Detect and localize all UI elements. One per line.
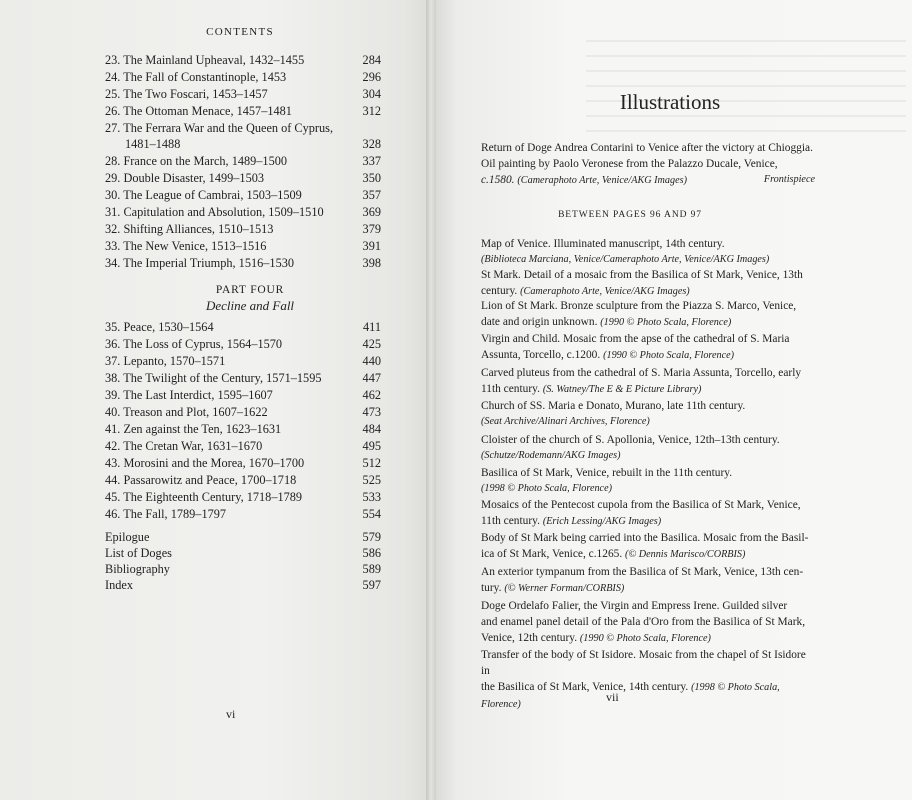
illustration-entry: Church of SS. Maria e Donato, Murano, late 11th century. (Seat Archive/Alinari Archives, Florence) — [481, 400, 746, 427]
toc-entry: 27. The Ferrara War and the Queen of Cyprus, — [105, 121, 334, 135]
illustration-entry: Cloister of the church of S. Apollonia, Venice, 12th–13th century. (Schutze/Rodemann/AKG Images) — [481, 434, 780, 461]
toc-entry: 46. The Fall, 1789–1797 554 — [105, 507, 381, 521]
book-gutter — [426, 0, 436, 800]
toc-entry: Bibliography 589 — [105, 562, 381, 576]
toc-entry: 35. Peace, 1530–1564 411 — [105, 320, 381, 334]
illustration-entry: Body of St Mark being carried into the Basilica. Mosaic from the Basil- ica of St Mark, Venice, c.1265. (© Dennis Marisco/CORBIS) — [481, 532, 809, 560]
illustration-entry: Carved pluteus from the cathedral of S. Maria Assunta, Torcello, early 11th century. (S. Watney/The E & E Picture Library) — [481, 367, 802, 395]
toc-entry: 45. The Eighteenth Century, 1718–1789 533 — [105, 490, 381, 504]
page-number-left: vi — [226, 707, 236, 721]
toc-entry: 33. The New Venice, 1513–1516 391 — [105, 239, 381, 253]
toc-entry-continued: 1481–1488 328 — [125, 137, 381, 151]
toc-entry: 36. The Loss of Cyprus, 1564–1570 425 — [105, 337, 381, 351]
toc-entry: 40. Treason and Plot, 1607–1622 473 — [105, 405, 381, 419]
toc-entry: 34. The Imperial Triumph, 1516–1530 398 — [105, 256, 381, 270]
illustration-entry: Lion of St Mark. Bronze sculpture from the Piazza S. Marco, Venice, date and origin unknown. (1990 © Photo Scala, Florence) — [481, 300, 797, 328]
toc-entry: 37. Lepanto, 1570–1571 440 — [105, 354, 381, 368]
toc-entry: 43. Morosini and the Morea, 1670–1700 512 — [105, 456, 381, 470]
toc-entry: 23. The Mainland Upheaval, 1432–1455 284 — [105, 53, 381, 67]
toc-entry: 24. The Fall of Constantinople, 1453 296 — [105, 70, 381, 84]
illustration-entry: Basilica of St Mark, Venice, rebuilt in the 11th century. (1998 © Photo Scala, Florence) — [481, 467, 733, 494]
toc-entry: 38. The Twilight of the Century, 1571–1595 447 — [105, 371, 381, 385]
illustrations-title: Illustrations — [619, 90, 721, 114]
part-label: PART FOUR — [215, 284, 285, 296]
toc-entry: 41. Zen against the Ten, 1623–1631 484 — [105, 422, 381, 436]
toc-entry: 39. The Last Interdict, 1595–1607 462 — [105, 388, 381, 402]
toc-entry: 44. Passarowitz and Peace, 1700–1718 525 — [105, 473, 381, 487]
toc-entry: 32. Shifting Alliances, 1510–1513 379 — [105, 222, 381, 236]
toc-entry: 25. The Two Foscari, 1453–1457 304 — [105, 87, 381, 101]
toc-entry: List of Doges 586 — [105, 546, 381, 560]
illustration-entry: Mosaics of the Pentecost cupola from the Basilica of St Mark, Venice, 11th century. (Erich Lessing/AKG Images) — [481, 499, 801, 527]
page-number-right: vii — [606, 690, 619, 704]
frontispiece-entry: Return of Doge Andrea Contarini to Venice after the victory at Chioggia. Oil painting by Paolo Veronese from the Palazzo Ducale, Venice, c.1580. (Cameraphoto Arte, Venice/AKG Images) Frontispiece — [481, 142, 815, 186]
between-pages-heading: BETWEEN PAGES 96 AND 97 — [558, 210, 702, 220]
illustration-entry: Doge Ordelafo Falier, the Virgin and Empress Irene. Guilded silver and enamel panel detail of the Pala d'Oro from the Basilica of St Mark, Venice, 12th century. (1990 © Photo Scala, Florence) — [481, 600, 806, 644]
illustration-entry: An exterior tympanum from the Basilica of St Mark, Venice, 13th cen- tury. (© Werner Forman/CORBIS) — [481, 566, 804, 594]
illustration-entry: Map of Venice. Illuminated manuscript, 14th century. (Biblioteca Marciana, Venice/Cameraphoto Arte, Venice/AKG Images) — [481, 238, 770, 265]
illustration-entry: Transfer of the body of St Isidore. Mosaic from the chapel of St Isidore in the Basilica of St Mark, Venice, 14th century. (1998 © Photo Scala, Florence) — [481, 649, 806, 710]
part-title: Decline and Fall — [205, 298, 295, 313]
toc-entry: 31. Capitulation and Absolution, 1509–1510 369 — [105, 205, 381, 219]
illustration-entry: St Mark. Detail of a mosaic from the Basilica of St Mark, Venice, 13th century. (Cameraphoto Arte, Venice/AKG Images) — [481, 269, 803, 297]
toc-entry: 26. The Ottoman Menace, 1457–1481 312 — [105, 104, 381, 118]
contents-header: CONTENTS — [206, 26, 274, 38]
toc-entry: 29. Double Disaster, 1499–1503 350 — [105, 171, 381, 185]
toc-entry: Index 597 — [105, 578, 381, 592]
toc-entry: 30. The League of Cambrai, 1503–1509 357 — [105, 188, 381, 202]
illustration-entry: Virgin and Child. Mosaic from the apse of the cathedral of S. Maria Assunta, Torcello, c.1200. (1990 © Photo Scala, Florence) — [481, 333, 790, 361]
toc-entry: 28. France on the March, 1489–1500 337 — [105, 154, 381, 168]
toc-entry: Epilogue 579 — [105, 530, 381, 544]
toc-entry: 42. The Cretan War, 1631–1670 495 — [105, 439, 381, 453]
